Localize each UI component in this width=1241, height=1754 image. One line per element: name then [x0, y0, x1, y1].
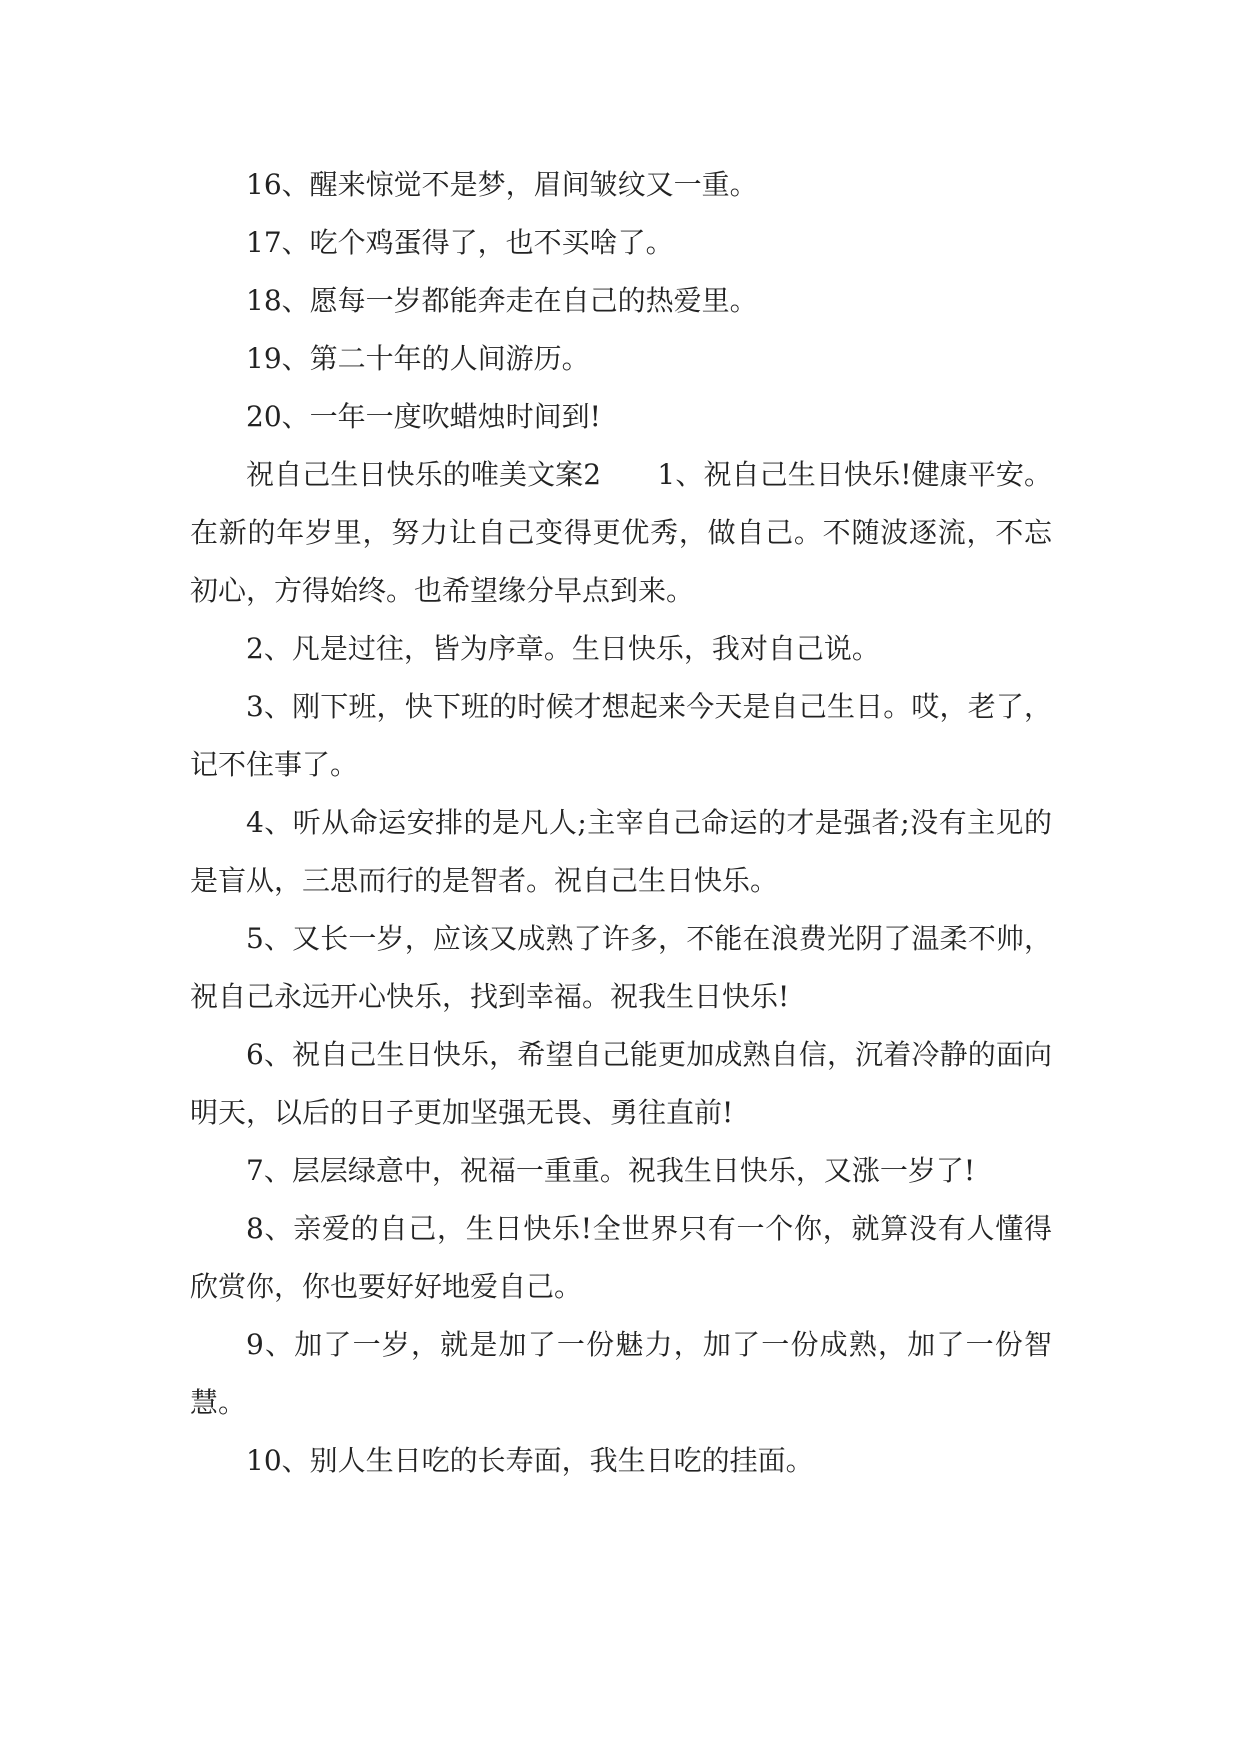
paragraph-19: 19、第二十年的人间游历。: [246, 342, 590, 375]
paragraph-16: 16、醒来惊觉不是梦，眉间皱纹又一重。: [246, 168, 758, 201]
paragraph-3: 3、刚下班，快下班的时候才想起来今天是自己生日。哎，老了，记不住事了。: [190, 690, 1052, 781]
paragraph-4: 4、听从命运安排的是凡人;主宰自己命运的才是强者;没有主见的是盲从，三思而行的是智者。祝自己生日快乐。: [190, 806, 1052, 897]
paragraph-17: 17、吃个鸡蛋得了，也不买啥了。: [246, 226, 674, 259]
document-body: [190, 156, 1052, 1490]
paragraph-8: 8、亲爱的自己，生日快乐!全世界只有一个你，就算没有人懂得欣赏你，你也要好好地爱自己。: [190, 1212, 1052, 1303]
paragraph-5: 5、又长一岁，应该又成熟了许多，不能在浪费光阴了温柔不帅，祝自己永远开心快乐，找到幸福。祝我生日快乐!: [190, 922, 1052, 1013]
paragraph-9: 9、加了一岁，就是加了一份魅力，加了一份成熟，加了一份智慧。: [190, 1328, 1052, 1419]
paragraph-18: 18、愿每一岁都能奔走在自己的热爱里。: [246, 284, 758, 317]
paragraph-7: 7、层层绿意中，祝福一重重。祝我生日快乐，又涨一岁了!: [246, 1154, 976, 1187]
paragraph-20: 20、一年一度吹蜡烛时间到!: [246, 400, 601, 433]
paragraph-6: 6、祝自己生日快乐，希望自己能更加成熟自信，沉着冷静的面向明天，以后的日子更加坚强无畏、勇往直前!: [190, 1038, 1052, 1129]
section-heading-paragraph-1: 祝自己生日快乐的唯美文案2 1、祝自己生日快乐!健康平安。在新的年岁里，努力让自己变得更优秀，做自己。不随波逐流，不忘初心，方得始终。也希望缘分早点到来。: [190, 458, 1052, 607]
paragraph-2: 2、凡是过往，皆为序章。生日快乐，我对自己说。: [246, 632, 880, 665]
paragraph-10: 10、别人生日吃的长寿面，我生日吃的挂面。: [246, 1444, 814, 1477]
